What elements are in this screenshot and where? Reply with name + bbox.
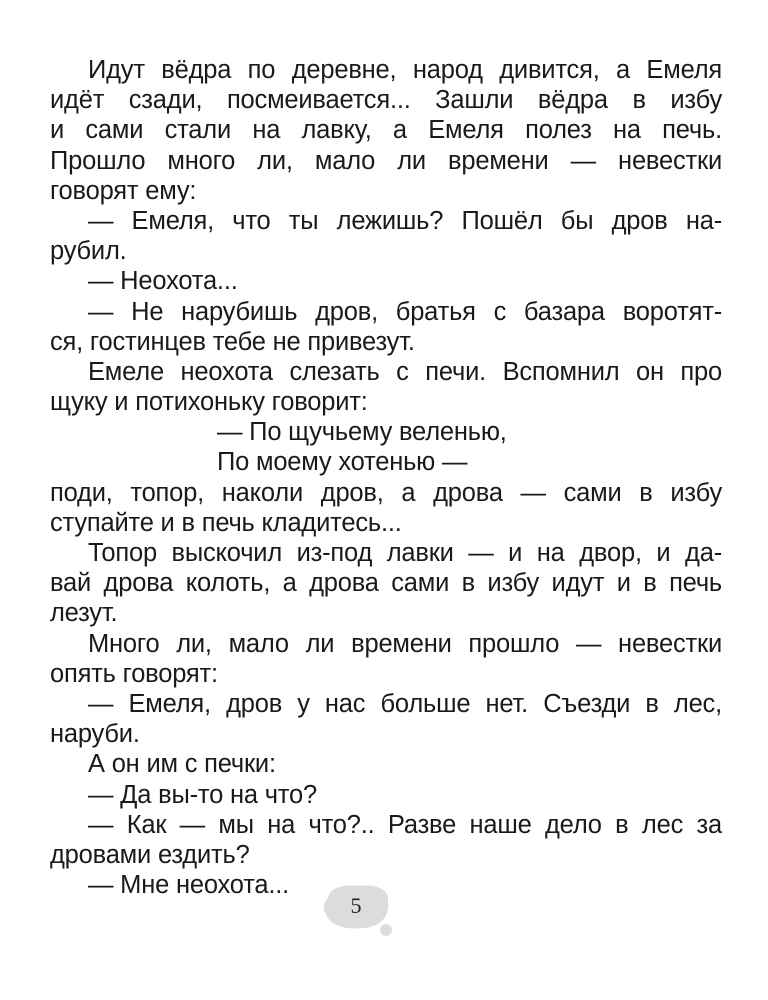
dialogue-line: — Мне неохота... xyxy=(88,871,290,900)
text-line: рубил. xyxy=(50,237,127,266)
text-line: идёт сзади, посмеивается... Зашли вёдра в избу xyxy=(50,86,722,115)
text-line: и сами стали на лавку, а Емеля полез на печь. xyxy=(50,116,722,145)
text-line: щуку и потихоньку говорит: xyxy=(50,388,368,417)
text-line: Емеле неохота слезать с печи. Вспомнил он про xyxy=(88,357,722,386)
dialogue-line: — Как — мы на что?.. Разве наше дело в лес за xyxy=(88,810,722,839)
dialogue-line: — Неохота... xyxy=(88,267,238,296)
dialogue-line: — Емеля, дров у нас больше нет. Съезди в лес, xyxy=(88,689,722,718)
page-number: 5 xyxy=(350,893,362,918)
text-line: говорят ему: xyxy=(50,176,197,205)
text-line: А он им с печки: xyxy=(88,750,276,779)
text-line: Топор выскочил из-под лавки — и на двор, и да- xyxy=(88,539,722,567)
dialogue-line: — Емеля, что ты лежишь? Пошёл бы дров на- xyxy=(88,206,722,235)
verse-line: По моему хотенью — xyxy=(217,448,468,477)
text-line: дровами ездить? xyxy=(50,840,250,869)
text-line: ступайте и в печь кладитесь... xyxy=(50,508,402,537)
story-text xyxy=(50,55,722,900)
text-line: поди, топор, наколи дров, а дрова — сами в избу xyxy=(50,478,722,507)
text-line: опять говорят: xyxy=(50,659,218,688)
text-line: Прошло много ли, мало ли времени — невестки xyxy=(50,146,722,175)
text-line: лезут. xyxy=(50,599,118,628)
verse-line: — По щучьему веленью, xyxy=(217,418,507,447)
page-number-badge xyxy=(320,880,396,940)
text-line: ся, гостинцев тебе не привезут. xyxy=(50,327,415,356)
dialogue-line: — Не нарубишь дров, братья с базара воротят- xyxy=(88,297,722,326)
text-line: наруби. xyxy=(50,720,140,749)
text-line: Много ли, мало ли времени прошло — невестки xyxy=(88,629,722,658)
dialogue-line: — Да вы-то на что? xyxy=(88,780,317,809)
text-line: Идут вёдра по деревне, народ дивится, а Емеля xyxy=(88,56,722,84)
text-line: вай дрова колоть, а дрова сами в избу идут и в печь xyxy=(50,569,722,598)
